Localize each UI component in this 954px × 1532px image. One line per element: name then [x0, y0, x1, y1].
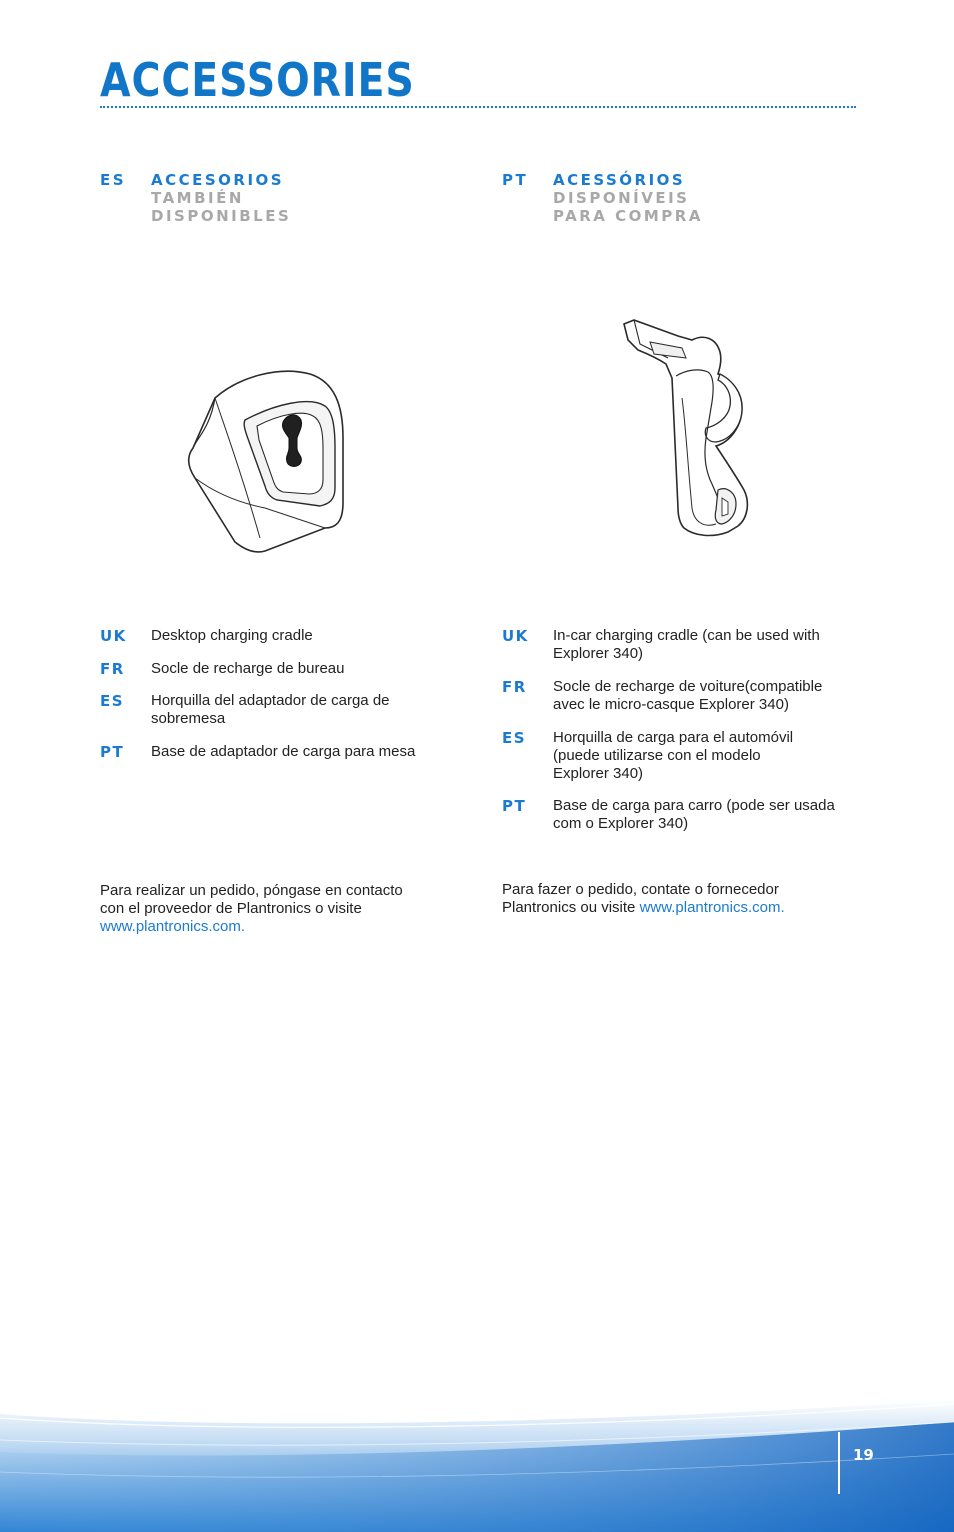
right-order-line2: Plantronics ou visite	[502, 899, 640, 916]
left-item-text-es	[151, 692, 390, 728]
left-heading-line1: ACCESORIOS	[151, 171, 285, 189]
left-order-line2: con el proveedor de Plantronics o visite	[100, 900, 362, 917]
left-order-line1: Para realizar un pedido, póngase en contacto	[100, 882, 403, 899]
right-heading-line1: ACESSÓRIOS	[553, 171, 686, 189]
right-item-text-fr-line1: Socle de recharge de voiture(compatible	[553, 678, 823, 695]
right-order-line1: Para fazer o pedido, contate o fornecedor	[502, 881, 779, 898]
right-item-text-fr	[553, 678, 822, 714]
left-item-code-pt: PT	[100, 743, 125, 761]
left-item-text-es-line1: Horquilla del adaptador de carga de	[151, 692, 390, 709]
right-heading-line2: DISPONÍVEIS	[553, 189, 690, 207]
right-heading	[553, 171, 703, 225]
right-item-text-es-line2: (puede utilizarse con el modelo	[553, 747, 761, 764]
right-order-link[interactable]: www.plantronics.com.	[639, 899, 785, 916]
right-item-text-pt-line2: com o Explorer 340)	[553, 815, 689, 832]
right-item-code-uk: UK	[502, 627, 529, 645]
right-item-text-fr-line2: avec le micro-casque Explorer 340)	[553, 696, 789, 713]
desktop-cradle-image	[185, 368, 347, 554]
right-item-code-fr: FR	[502, 678, 527, 696]
right-item-text-uk-line1: In-car charging cradle (can be used with	[553, 627, 820, 644]
left-item-text-es-line2: sobremesa	[151, 710, 226, 727]
left-item-code-uk: UK	[100, 627, 127, 645]
right-item-text-es-line3: Explorer 340)	[553, 765, 644, 782]
right-item-text-es	[553, 729, 793, 783]
right-item-code-es: ES	[502, 729, 527, 747]
right-item-text-pt-line1: Base de carga para carro (pode ser usada	[553, 797, 835, 814]
right-item-text-uk	[553, 627, 820, 663]
left-heading-code: ES	[100, 171, 127, 189]
left-item-text-fr: Socle de recharge de bureau	[151, 660, 345, 677]
right-order-text	[502, 881, 785, 917]
right-item-text-uk-line2: Explorer 340)	[553, 645, 644, 662]
left-heading-line3: DISPONIBLES	[151, 207, 292, 225]
page-number-divider	[838, 1432, 840, 1494]
page-number: 19	[853, 1446, 874, 1464]
footer-wave	[0, 1392, 954, 1532]
right-item-text-es-line1: Horquilla de carga para el automóvil	[553, 729, 794, 746]
right-item-code-pt: PT	[502, 797, 527, 815]
left-item-text-uk: Desktop charging cradle	[151, 627, 313, 644]
left-item-text-pt: Base de adaptador de carga para mesa	[151, 743, 416, 760]
car-cradle-image	[620, 318, 752, 540]
left-heading-line2: TAMBIÉN	[151, 189, 244, 207]
left-item-code-es: ES	[100, 692, 125, 710]
left-heading	[151, 171, 291, 225]
left-item-code-fr: FR	[100, 660, 125, 678]
title-dotted-rule	[100, 106, 856, 108]
left-order-link[interactable]: www.plantronics.com.	[100, 918, 246, 935]
page-title: ACCESSORIES	[100, 53, 415, 107]
right-heading-code: PT	[502, 171, 529, 189]
right-heading-line3: PARA COMPRA	[553, 207, 703, 225]
left-order-text	[100, 882, 403, 936]
right-item-text-pt	[553, 797, 835, 833]
